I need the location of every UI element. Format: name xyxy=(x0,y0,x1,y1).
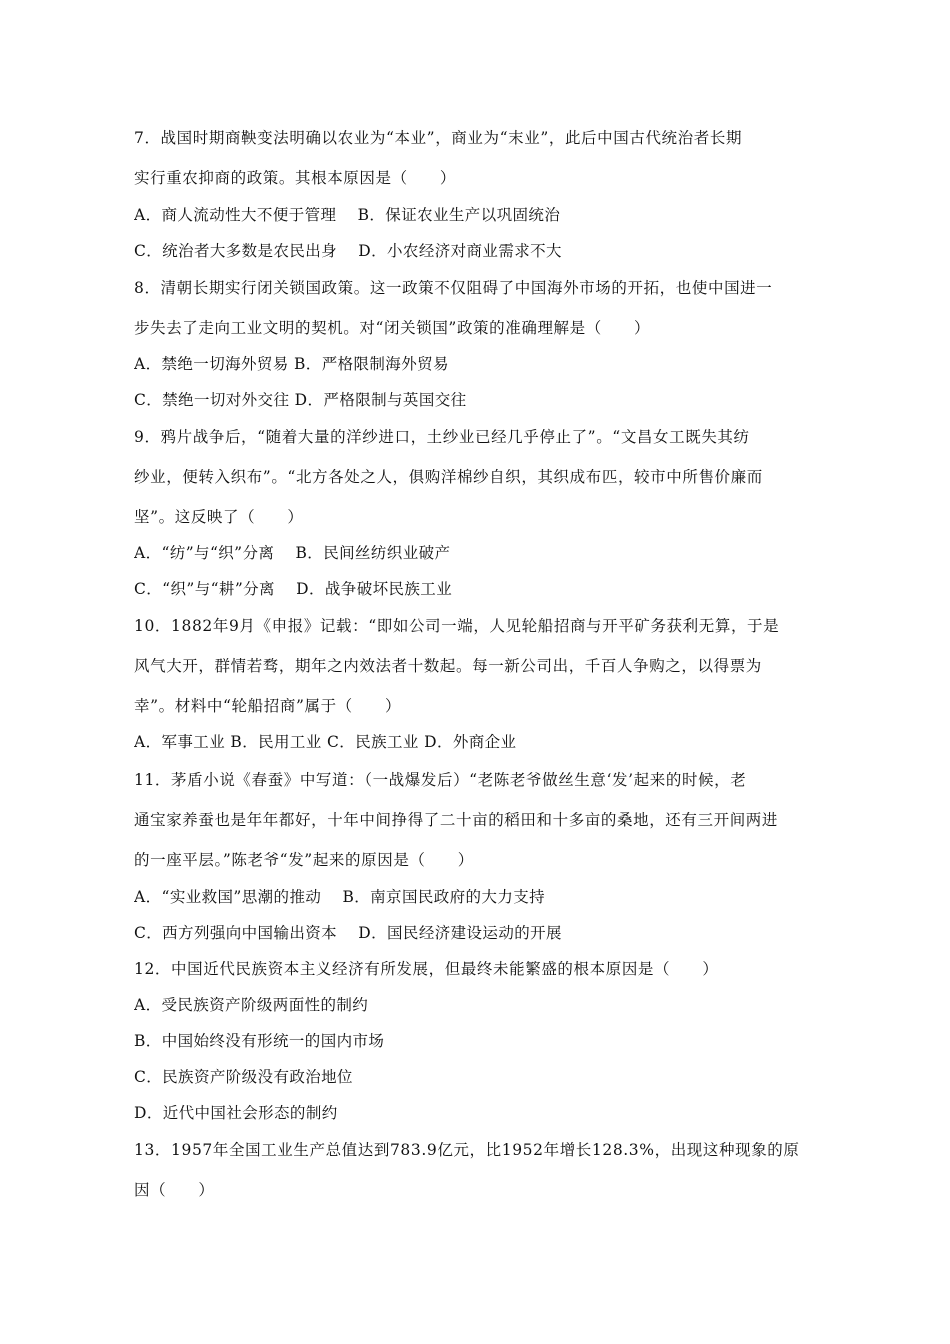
question-9-stem-line-3: 坚”。这反映了（ ） xyxy=(134,508,304,526)
question-9-option-line-1: A．“纺”与“织”分离 B．民间丝纺织业破产 xyxy=(134,544,451,562)
question-9-stem-line-2: 纱业，便转入织布”。“北方各处之人，俱购洋棉纱自织，其织成布匹，较市中所售价廉而 xyxy=(134,468,763,486)
question-13-stem-line-2: 因（ ） xyxy=(134,1181,215,1199)
question-10-stem-line-3: 幸”。材料中“轮船招商”属于（ ） xyxy=(134,697,402,715)
question-9-option-line-2: C．“织”与“耕”分离 D．战争破坏民族工业 xyxy=(134,580,453,598)
question-11-stem-line-3: 的一座平层。”陈老爷“发”起来的原因是（ ） xyxy=(134,851,474,869)
question-12-option-d: D．近代中国社会形态的制约 xyxy=(134,1104,338,1122)
question-12-option-a: A．受民族资产阶级两面性的制约 xyxy=(134,996,369,1014)
question-8-option-line-1: A．禁绝一切海外贸易 B．严格限制海外贸易 xyxy=(134,355,449,373)
question-8-stem-line-1: 8．清朝长期实行闭关锁国政策。这一政策不仅阻碍了中国海外市场的开拓，也使中国进一 xyxy=(134,279,773,297)
question-11-option-line-1: A．“实业救国”思潮的推动 B．南京国民政府的大力支持 xyxy=(134,888,546,906)
question-10-option-line-1: A．军事工业 B．民用工业 C．民族工业 D．外商企业 xyxy=(134,733,517,751)
question-7-option-line-2: C．统治者大多数是农民出身 D．小农经济对商业需求不大 xyxy=(134,242,562,260)
question-8-stem-line-2: 步失去了走向工业文明的契机。对“闭关锁国”政策的准确理解是（ ） xyxy=(134,319,651,337)
question-10-stem-line-2: 风气大开，群情若骛，期年之内效法者十数起。每一新公司出，千百人争购之，以得票为 xyxy=(134,657,762,675)
question-11-stem-line-2: 通宝家养蚕也是年年都好，十年中间挣得了二十亩的稻田和十多亩的桑地，还有三开间两进 xyxy=(134,811,779,829)
question-12-option-c: C．民族资产阶级没有政治地位 xyxy=(134,1068,353,1086)
question-7-option-line-1: A．商人流动性大不便于管理 B．保证农业生产以巩固统治 xyxy=(134,206,561,224)
question-10-stem-line-1: 10．1882年9月《申报》记载：“即如公司一端，人见轮船招商与开平矿务获利无算，于是 xyxy=(134,617,780,635)
question-9-stem-line-1: 9．鸦片战争后，“随着大量的洋纱进口，土纱业已经几乎停止了”。“文昌女工既失其纺 xyxy=(134,428,750,446)
question-12-stem-line-1: 12．中国近代民族资本主义经济有所发展，但最终未能繁盛的根本原因是（ ） xyxy=(134,960,719,978)
question-13-stem-line-1: 13．1957年全国工业生产总值达到783.9亿元，比1952年增长128.3%，出现这种现象的原 xyxy=(134,1141,800,1159)
question-11-stem-line-1: 11．茅盾小说《春蚕》中写道：（一战爆发后）“老陈老爷做丝生意‘发’起来的时候，老 xyxy=(134,771,747,789)
question-7-stem-line-2: 实行重农抑商的政策。其根本原因是（ ） xyxy=(134,169,457,187)
question-12-option-b: B．中国始终没有形统一的国内市场 xyxy=(134,1032,385,1050)
question-11-option-line-2: C．西方列强向中国输出资本 D．国民经济建设运动的开展 xyxy=(134,924,562,942)
question-7-stem-line-1: 7．战国时期商鞅变法明确以农业为“本业”，商业为“末业”，此后中国古代统治者长期 xyxy=(134,129,743,147)
question-8-option-line-2: C．禁绝一切对外交往 D．严格限制与英国交往 xyxy=(134,391,467,409)
